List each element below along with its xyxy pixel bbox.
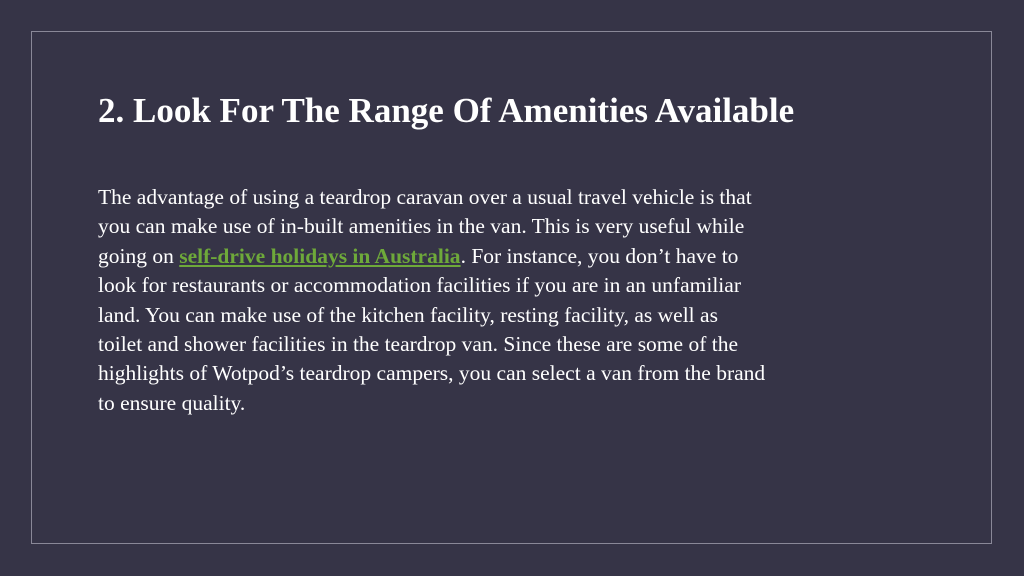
body-text: going on [98, 243, 180, 268]
slide-title: 2. Look For The Range Of Amenities Available [98, 91, 795, 130]
body-line: you can make use of in-built amenities in the van. This is very useful while [98, 214, 745, 239]
self-drive-holidays-link[interactable]: self-drive holidays in Australia [179, 243, 461, 268]
body-line: land. You can make use of the kitchen facility, resting facility, as well as [98, 302, 718, 327]
body-line: look for restaurants or accommodation facilities if you are in an unfamiliar [98, 273, 741, 298]
body-text: . For instance, you don’t have to [460, 243, 739, 268]
body-line: The advantage of using a teardrop caravan over a usual travel vehicle is that [98, 185, 752, 209]
body-line-with-link [98, 242, 938, 271]
slide-body-paragraph [98, 183, 938, 418]
body-line: toilet and shower facilities in the teardrop van. Since these are some of the [98, 332, 739, 357]
body-line: to ensure quality. [98, 390, 246, 415]
body-line: highlights of Wotpod’s teardrop campers, you can select a van from the brand [98, 361, 766, 386]
